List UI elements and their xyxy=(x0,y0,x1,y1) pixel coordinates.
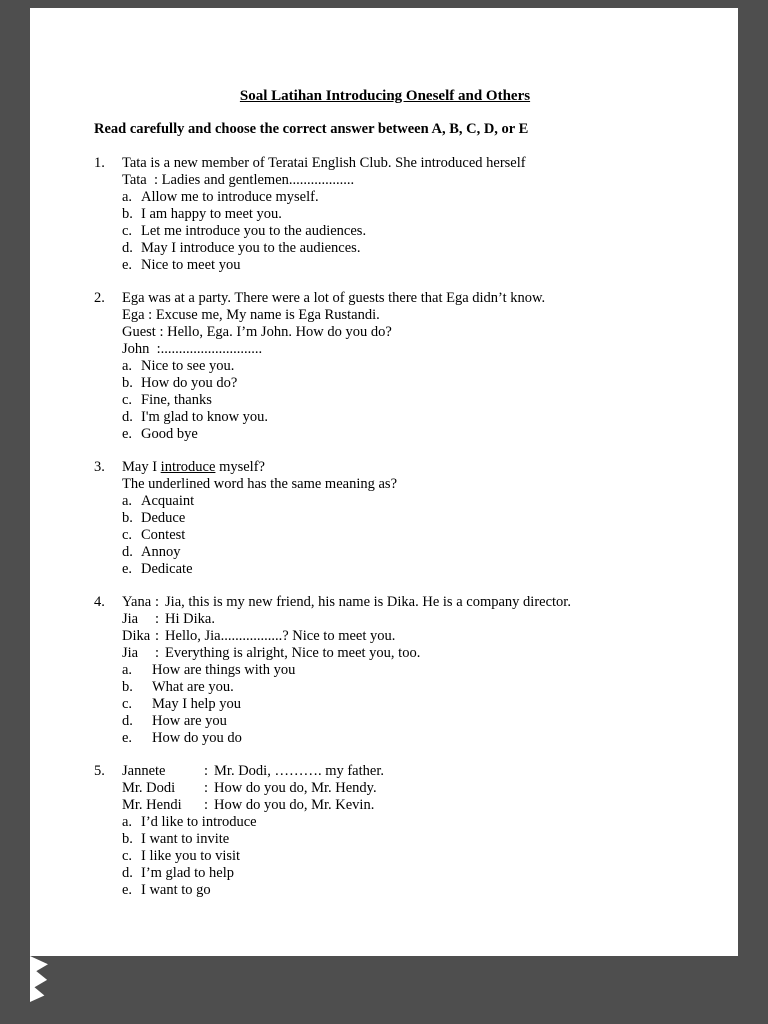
option-text: I'm glad to know you. xyxy=(141,409,269,425)
option-label: a. xyxy=(122,358,133,374)
dialogue-separator: : xyxy=(204,797,209,813)
dialogue-text: How do you do, Mr. Hendy. xyxy=(214,780,377,796)
option-text: How do you do? xyxy=(141,375,238,391)
question-block xyxy=(94,155,676,274)
next-page-corner xyxy=(30,956,48,1002)
option-label: a. xyxy=(122,189,133,205)
answer-option xyxy=(122,409,676,426)
option-text: Good bye xyxy=(141,426,198,442)
option-label: e. xyxy=(122,561,133,577)
question-line: Tata is a new member of Teratai English Club. She introduced herself xyxy=(122,155,526,171)
dialogue-separator: : xyxy=(155,628,160,644)
option-text: Dedicate xyxy=(141,561,193,577)
dialogue-text: How do you do, Mr. Kevin. xyxy=(214,797,375,813)
answer-option xyxy=(122,713,676,730)
option-text: How do you do xyxy=(152,730,242,746)
question-block xyxy=(94,594,676,747)
question-line xyxy=(122,780,676,797)
question-text-segment: myself? xyxy=(215,459,265,475)
question-block xyxy=(94,763,676,899)
option-text: I like you to visit xyxy=(141,848,241,864)
answer-option xyxy=(122,696,676,713)
option-label: c. xyxy=(122,527,133,543)
answer-option xyxy=(122,561,676,578)
answer-option xyxy=(122,679,676,696)
question-line: Ega was at a party. There were a lot of guests there that Ega didn’t know. xyxy=(122,290,546,306)
option-text: I’m glad to help xyxy=(141,865,235,881)
speaker-name: Yana xyxy=(122,594,152,610)
question-number: 4. xyxy=(94,594,105,610)
answer-option xyxy=(122,544,676,561)
option-label: b. xyxy=(122,375,133,391)
option-text: Allow me to introduce myself. xyxy=(141,189,319,205)
option-label: e. xyxy=(122,730,133,746)
answer-option xyxy=(122,493,676,510)
question-number: 3. xyxy=(94,459,105,475)
option-text: I want to go xyxy=(141,882,211,898)
answer-option xyxy=(122,206,676,223)
option-label: e. xyxy=(122,257,133,273)
option-label: b. xyxy=(122,679,133,695)
option-text: Nice to meet you xyxy=(141,257,241,273)
question-block xyxy=(94,290,676,443)
speaker-name: Mr. Hendi xyxy=(122,797,182,813)
document-page xyxy=(30,8,738,956)
dialogue-text: Mr. Dodi, ………. my father. xyxy=(214,763,384,779)
speaker-name: Jia xyxy=(122,645,139,661)
dialogue-text: Hi Dika. xyxy=(165,611,215,627)
option-label: b. xyxy=(122,510,133,526)
answer-option xyxy=(122,189,676,206)
dialogue-text: Jia, this is my new friend, his name is Dika. He is a company director. xyxy=(165,594,571,610)
option-label: c. xyxy=(122,848,133,864)
question-number: 2. xyxy=(94,290,105,306)
option-text: Fine, thanks xyxy=(141,392,212,408)
dialogue-separator: : xyxy=(155,594,160,610)
answer-option xyxy=(122,527,676,544)
question-line: John :............................ xyxy=(122,341,263,357)
option-label: d. xyxy=(122,544,133,560)
question-line xyxy=(122,763,676,780)
dialogue-separator: : xyxy=(155,611,160,627)
question-line xyxy=(122,594,676,611)
answer-option xyxy=(122,814,676,831)
dialogue-separator: : xyxy=(204,780,209,796)
questions-list xyxy=(94,155,676,899)
option-label: d. xyxy=(122,713,133,729)
answer-option xyxy=(122,848,676,865)
speaker-name: Mr. Dodi xyxy=(122,780,176,796)
option-text: How are you xyxy=(152,713,227,729)
question-line: Ega : Excuse me, My name is Ega Rustandi. xyxy=(122,307,380,323)
question-line xyxy=(122,459,676,476)
question-number: 1. xyxy=(94,155,105,171)
answer-option xyxy=(122,392,676,409)
answer-option xyxy=(122,662,676,679)
option-label: c. xyxy=(122,696,133,712)
question-line: The underlined word has the same meaning as? xyxy=(122,476,398,492)
answer-option xyxy=(122,865,676,882)
answer-option xyxy=(122,882,676,899)
question-line xyxy=(122,797,676,814)
question-line xyxy=(122,628,676,645)
option-text: Acquaint xyxy=(141,493,195,509)
option-label: a. xyxy=(122,662,133,678)
speaker-name: Jia xyxy=(122,611,139,627)
answer-option xyxy=(122,223,676,240)
dialogue-separator: : xyxy=(204,763,209,779)
question-text-segment: May I xyxy=(122,459,161,475)
dialogue-text: Hello, Jia.................? Nice to meet you. xyxy=(165,628,396,644)
option-label: c. xyxy=(122,223,133,239)
option-label: d. xyxy=(122,865,133,881)
answer-option xyxy=(122,831,676,848)
question-line: Guest : Hello, Ega. I’m John. How do you do? xyxy=(122,324,392,340)
option-label: b. xyxy=(122,206,133,222)
option-text: May I help you xyxy=(152,696,241,712)
option-text: Annoy xyxy=(141,544,181,560)
answer-option xyxy=(122,257,676,274)
question-block xyxy=(94,459,676,578)
question-line xyxy=(122,611,676,628)
answer-option xyxy=(122,240,676,257)
option-label: b. xyxy=(122,831,133,847)
option-text: May I introduce you to the audiences. xyxy=(141,240,361,256)
option-label: e. xyxy=(122,882,133,898)
speaker-name: Dika xyxy=(122,628,151,644)
option-label: a. xyxy=(122,814,133,830)
option-label: d. xyxy=(122,409,133,425)
answer-option xyxy=(122,358,676,375)
answer-option xyxy=(122,375,676,392)
answer-option xyxy=(122,730,676,747)
option-label: d. xyxy=(122,240,133,256)
question-text-segment: introduce xyxy=(160,459,216,475)
option-text: Deduce xyxy=(141,510,186,526)
question-line xyxy=(122,645,676,662)
option-text: Let me introduce you to the audiences. xyxy=(141,223,367,239)
speaker-name: Jannete xyxy=(122,763,166,779)
option-label: a. xyxy=(122,493,133,509)
instruction-text: Read carefully and choose the correct answer between A, B, C, D, or E xyxy=(94,121,529,137)
dialogue-separator: : xyxy=(155,645,160,661)
option-text: I want to invite xyxy=(141,831,230,847)
option-label: c. xyxy=(122,392,133,408)
option-label: e. xyxy=(122,426,133,442)
question-line: Tata : Ladies and gentlemen.................. xyxy=(122,172,355,188)
dialogue-text: Everything is alright, Nice to meet you, too. xyxy=(165,645,421,661)
option-text: I’d like to introduce xyxy=(141,814,257,830)
answer-option xyxy=(122,510,676,527)
option-text: How are things with you xyxy=(152,662,296,678)
option-text: Contest xyxy=(141,527,186,543)
option-text: I am happy to meet you. xyxy=(141,206,282,222)
document-title: Soal Latihan Introducing Oneself and Others xyxy=(239,88,531,104)
answer-option xyxy=(122,426,676,443)
question-number: 5. xyxy=(94,763,105,779)
option-text: Nice to see you. xyxy=(141,358,235,374)
option-text: What are you. xyxy=(152,679,234,695)
